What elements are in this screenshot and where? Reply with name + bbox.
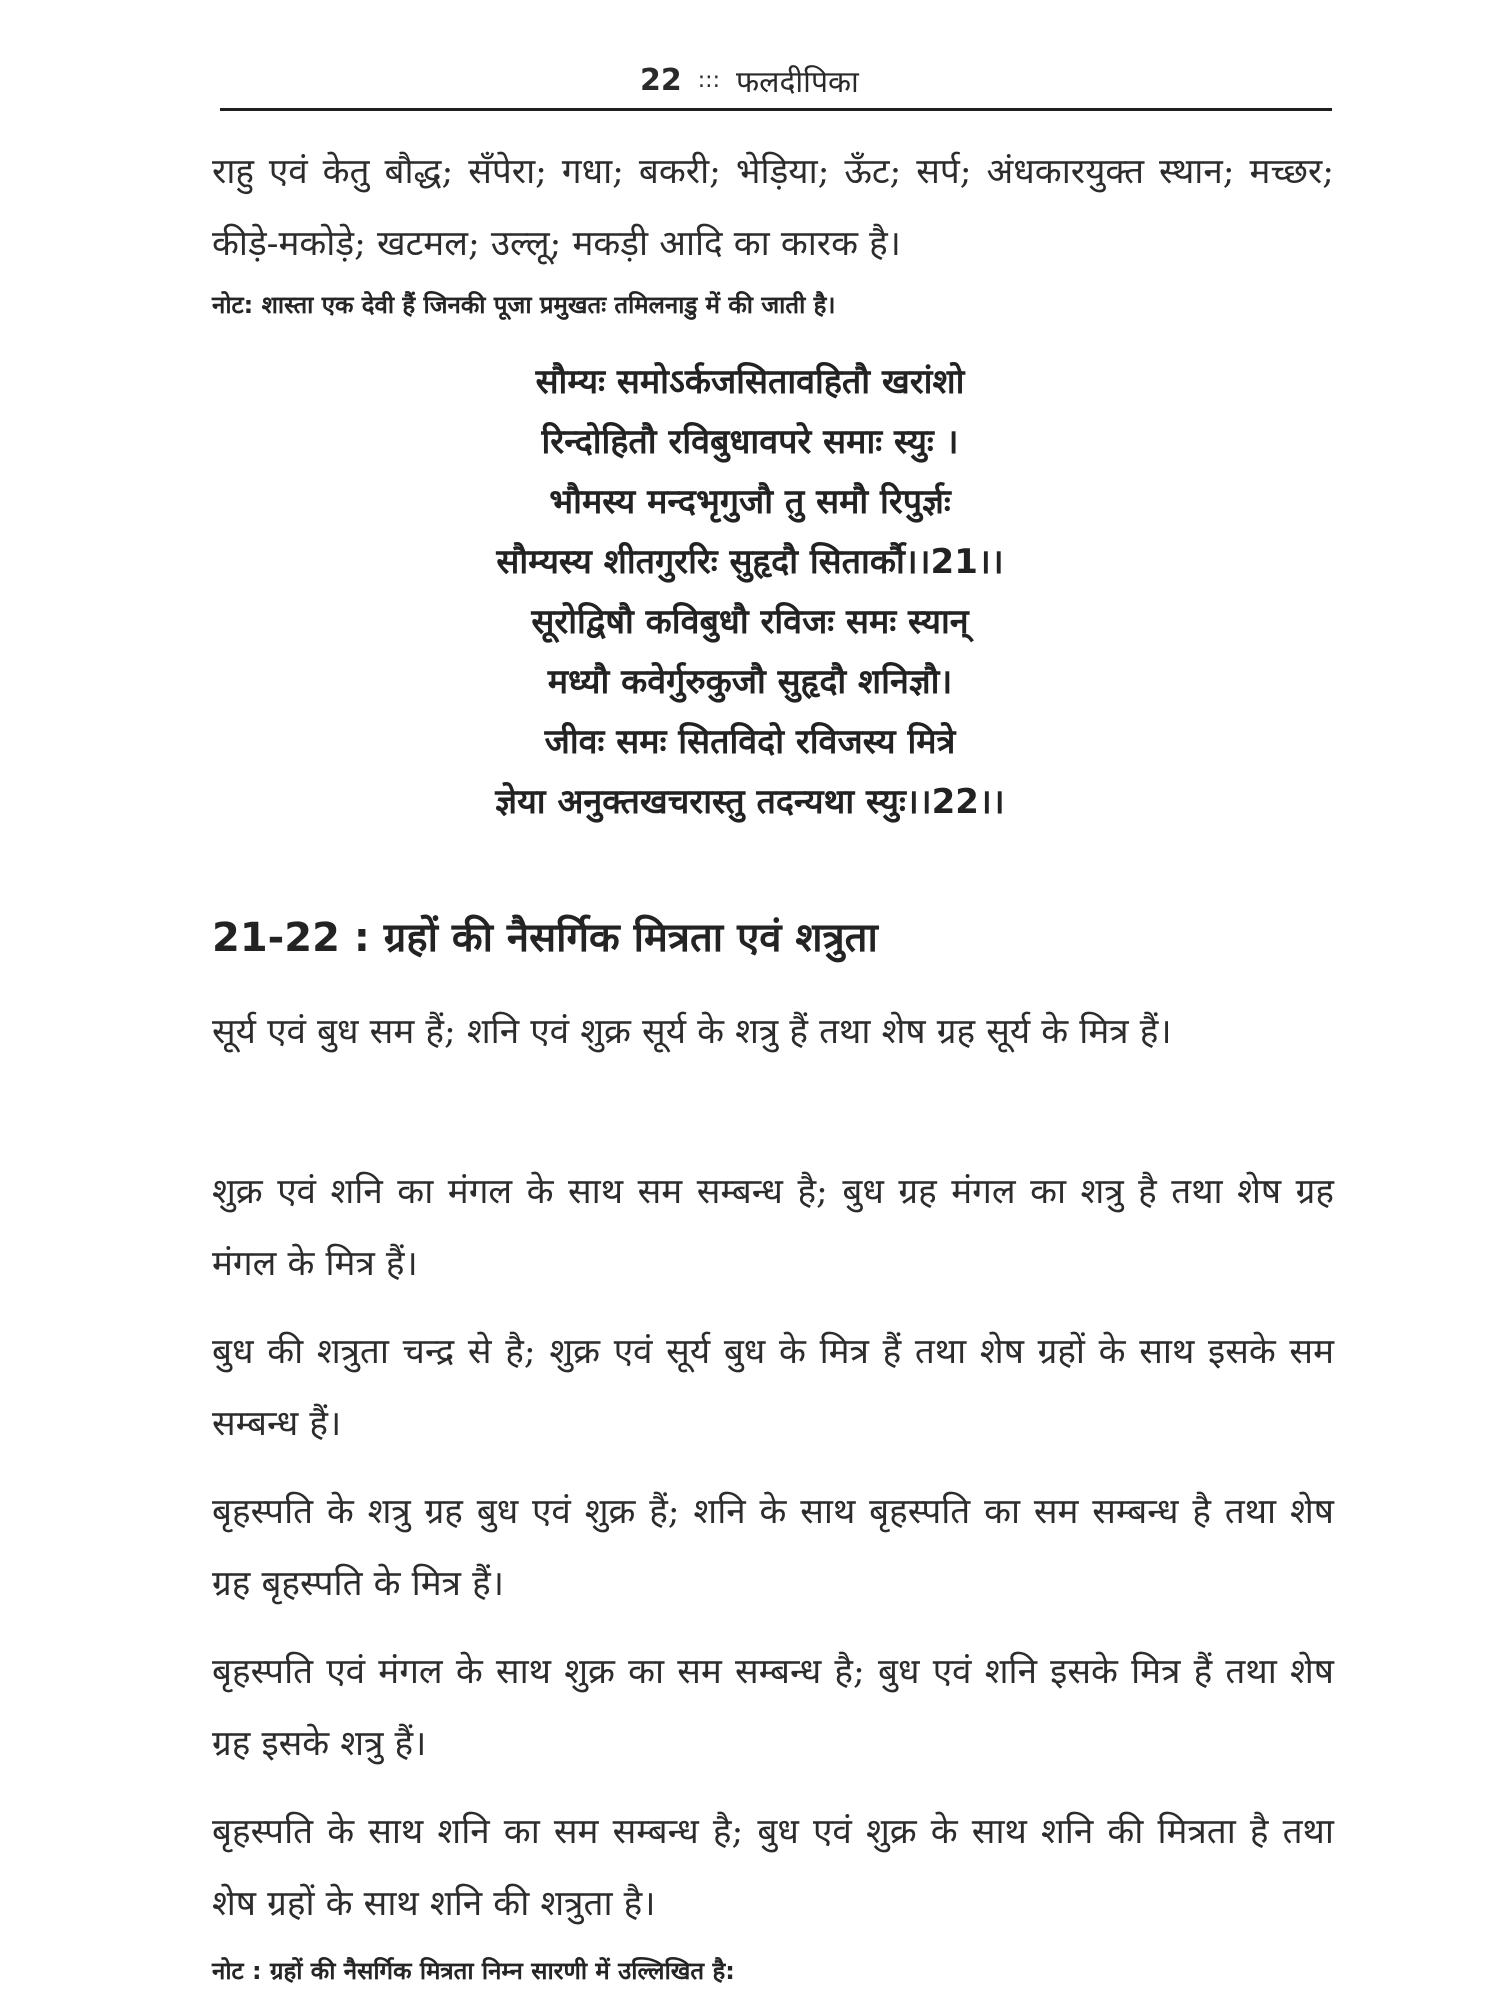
header-separator: ::: (697, 67, 720, 93)
note-bottom: नोट : ग्रहों की नैसर्गिक मित्रता निम्न सारणी में उल्लिखित है: (212, 1957, 735, 1985)
verse-line: जीवः समः सितविदो रविजस्य मित्रे (544, 722, 956, 762)
verse-line: सौम्यस्य शीतगुररिः सुहृदौ सितार्कौ।।21।। (496, 542, 1004, 582)
paragraph-jupiter: बृहस्पति के शत्रु ग्रह बुध एवं शुक्र हैं; शनि के साथ बृहस्पति का सम सम्बन्ध है तथा शेष ग्रह बृहस्पति के मित्र हैं। (212, 1492, 1334, 1604)
section-heading: 21-22 : ग्रहों की नैसर्गिक मित्रता एवं शत्रुता (212, 915, 878, 961)
paragraph-venus: बृहस्पति एवं मंगल के साथ शुक्र का सम सम्बन्ध है; बुध एवं शनि इसके मित्र हैं तथा शेष ग्रह इसके शत्रु हैं। (212, 1652, 1334, 1764)
note-top: नोट: शास्ता एक देवी हैं जिनकी पूजा प्रमुखतः तमिलनाडु में की जाती है। (212, 291, 836, 319)
verse-line: रिन्दोहितौ रविबुधावपरे समाः स्युः । (541, 422, 959, 462)
verse-line: मध्यौ कवेर्गुरुकुजौ सुहृदौ शनिज्ञौ। (547, 662, 953, 702)
paragraph-sun: सूर्य एवं बुध सम हैं; शनि एवं शुक्र सूर्य के शत्रु हैं तथा शेष ग्रह सूर्य के मित्र हैं। (212, 1012, 1172, 1052)
verse-line: सौम्यः समोऽर्कजसितावहितौ खरांशो (535, 362, 965, 402)
header-rule (220, 108, 1332, 111)
paragraph-saturn: बृहस्पति के साथ शनि का सम सम्बन्ध है; बुध एवं शुक्र के साथ शनि की मित्रता है तथा शेष ग्रहों के साथ शनि की शत्रुता है। (212, 1812, 1334, 1924)
verse-line: भौमस्य मन्दभृगुजौ तु समौ रिपुर्ज्ञः (549, 482, 951, 522)
verse-line: ज्ञेया अनुक्तखचरास्तु तदन्यथा स्युः।।22।। (495, 782, 1005, 822)
intro-paragraph: राहु एवं केतु बौद्ध; सँपेरा; गधा; बकरी; भेड़िया; ऊँट; सर्प; अंधकारयुक्त स्थान; मच्छर; कीड़े-मकोड़े; खटमल; उल्लू; मकड़ी आदि का कारक है। (212, 152, 1334, 264)
running-title: फलदीपिका (736, 64, 859, 100)
paragraph-mercury: बुध की शत्रुता चन्द्र से है; शुक्र एवं सूर्य बुध के मित्र हैं तथा शेष ग्रहों के साथ इसके सम सम्बन्ध हैं। (212, 1332, 1334, 1444)
page-number: 22 (640, 62, 682, 98)
sanskrit-verses (300, 352, 1200, 832)
paragraph-mars: शुक्र एवं शनि का मंगल के साथ सम सम्बन्ध है; बुध ग्रह मंगल का शत्रु है तथा शेष ग्रह मंगल के मित्र हैं। (212, 1172, 1334, 1284)
verse-line: सूरोद्विषौ कविबुधौ रविजः समः स्यान् (531, 602, 969, 642)
page-header (640, 52, 980, 108)
